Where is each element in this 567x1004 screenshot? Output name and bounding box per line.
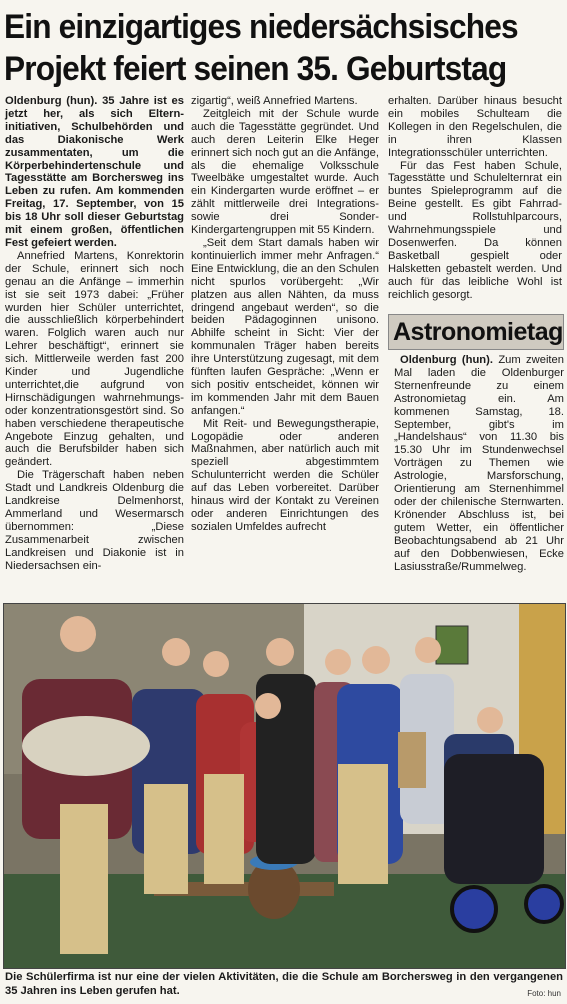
article-column-1 <box>5 95 184 573</box>
box-text <box>388 354 564 573</box>
group-photo <box>3 603 566 969</box>
box-body: Zum zweiten Mal laden die Oldenburger Sternenfreunde zu einem Astronomietag ein. Am kommenen Samstag, 18. September, gibt's im „Handelshaus“ von 11.30 bis 15.30 Uhr im Stundenwechsel Vorträgen zu Themen wie Astrologie, Marsforschung, Orientierung am Sternenhimmel oder der chilenische Sternwarten. Krönender Abschluss ist, bei gutem Wetter, ein öffentlicher Beobachtungsabend ab 21 Uhr auf den Dobbenwiesen, Ecke Lasiusstraße/Rummelweg. <box>394 354 564 573</box>
paragraph: „Seit dem Start damals haben wir kontinuierlich immer mehr Anfragen.“ Eine Entwicklung, die an den Schulen nicht spurlos vorübergeht: „Wir platzen aus allen Nähten, da muss dringend angebaut werden“, so die beiden Pädagoginnen unisono. Abhilfe scheint in Sicht: Vier der kommunalen Träger haben bereits ihre Unterstützung zugesagt, mit dem fünften laufen Gespräche: „Wenn er sich positiv entscheidet, können wir im kommenden Jahr mit dem Bauen anfangen.“ <box>191 236 379 417</box>
article-column-2 <box>191 95 379 534</box>
lead-paragraph <box>5 95 184 250</box>
headline-line-2: Projekt feiert seinen 35. Geburtstag <box>4 50 507 88</box>
headline-line-1: Ein einzigartiges niedersächsisches <box>4 8 518 46</box>
astronomietag-box <box>388 314 564 594</box>
photo-credit: Foto: hun <box>527 989 561 998</box>
article-column-3 <box>388 95 562 302</box>
paragraph: Mit Reit- und Bewegungstherapie, Logopädie oder anderen Maßnahmen, aber natürlich auch mit speziell abgestimmtem Schulunterricht werden die Schüler auf das Leben vorbereitet. Darüber hinaus wird der Kontakt zu Vereinen oder anderen Einrichtungen des sozialen Umfeldes aufrecht <box>191 417 379 533</box>
group-photo-illustration <box>4 604 565 968</box>
paragraph: Zeitgleich mit der Schule wurde auch die Tagesstätte gegründet. Und auch deren Leiterin Elke Heger erinnert sich noch gut an die Anfänge, als die ehemalige Volksschule Tweelbäke umgestaltet wurde. Auch ein Kindergarten wurde eröffnet – er zählt mittlerweile drei Integrations- sowie drei Sonder-Kindergartengruppen mit 55 Kindern. <box>191 107 379 237</box>
article-dateline: Oldenburg (hun). <box>5 95 98 107</box>
paragraph: Annefried Martens, Konrektorin der Schule, erinnert sich noch genau an die Anfänge – immerhin ist sie seit 1973 dabei: „Früher wurden hier Schüler unterrichtet, die ausschließlich körperbehindert waren. Folglich waren auch nur Lehrer beschäftigt“, erinnert sie sich. Mittlerweile werden fast 200 Kinder und Jugendliche unterrichtet,die aufgrund von Hirnschädigungen wahrnehmungs- oder konzentrationsgestört sind. So haben verschiedene therapeutische Angebote Einzug gehalten, und auch die Berufsbilder haben sich geändert. <box>5 249 184 469</box>
paragraph: zigartig“, weiß Annefried Martens. <box>191 95 358 107</box>
headline <box>4 6 523 90</box>
paragraph: erhalten. Darüber hinaus besucht ein mobiles Schulteam die Kollegen in den Regelschulen, die in ihren Klassen Integrationsschüler unterrichten. <box>388 95 562 159</box>
paragraph: Für das Fest haben Schule, Tagesstätte und Schulelternrat ein buntes Spieleprogramm auf die Beine gestellt. Es gibt Fahrrad- und Rollstuhlparcours, Wahrnehmungsspiele und Dosenwerfen. Da können Basketball gespielt oder Halsketten gebastelt werden. Und auch für das leibliche Wohl ist reichlich gesorgt. <box>388 159 562 301</box>
box-dateline: Oldenburg (hun). <box>400 354 493 366</box>
lead-text: 35 Jahre ist es jetzt her, als sich Eltern-initiativen, Schulbehörden und das Diakonische Werk zusammentaten, um die Körperbehindertenschule und Tagesstätte am Borchersweg ins Leben zu rufen. Am kommenden Freitag, 17. September, von 15 bis 18 Uhr soll dieser Geburtstag mit einem großen, öffentlichen Fest gefeiert werden. <box>5 95 185 249</box>
box-heading: Astronomietag <box>388 314 564 350</box>
photo-caption: Die Schülerfirma ist nur eine der vielen Aktivitäten, die die Schule am Borchersweg in den vergangenen 35 Jahren ins Leben gerufen hat. <box>5 971 563 997</box>
paragraph: Die Trägerschaft haben neben Stadt und Landkreis Oldenburg die Landkreise Delmenhorst, Ammerland und Wesermarsch übernommen: „Diese Zusammenarbeit zwischen Landkreisen und Diakonie ist in Niedersachsen ein- <box>5 469 184 572</box>
